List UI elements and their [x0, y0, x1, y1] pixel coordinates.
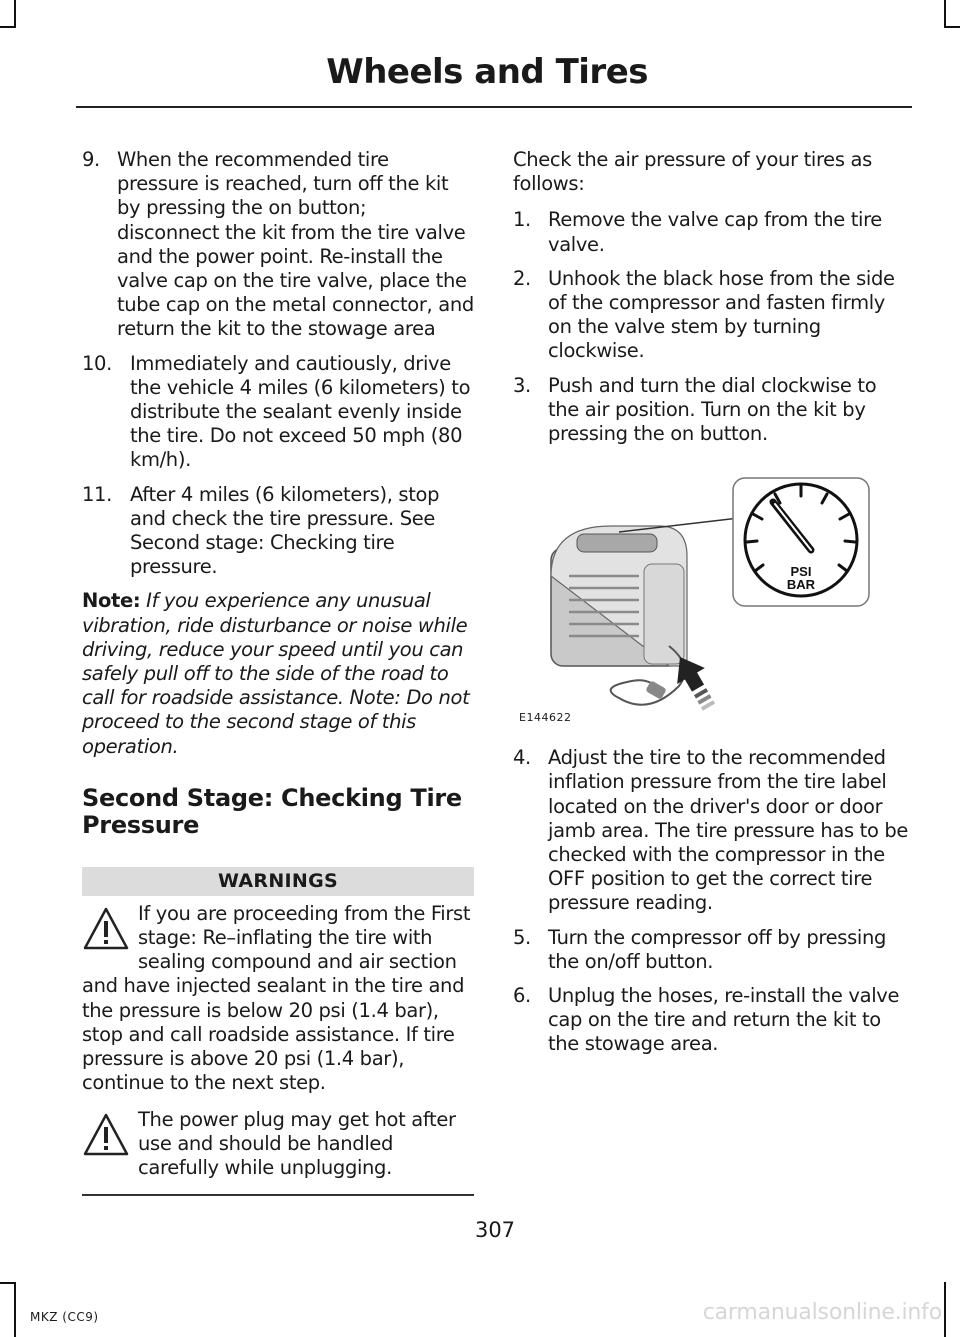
figure-id: E144622: [519, 711, 572, 725]
warning-paragraph: [82, 902, 474, 1096]
crop-mark: [944, 0, 946, 28]
crop-mark: [944, 26, 960, 28]
list-item: [513, 746, 909, 915]
list-item: [82, 352, 474, 473]
item-text: Push and turn the dial clockwise to the air position. Turn on the kit by pressing the on button.: [548, 373, 877, 446]
warnings-end-rule: [82, 1194, 474, 1196]
item-text: After 4 miles (6 kilometers), stop and check the tire pressure. See Second stage: Checking tire pressure.: [130, 482, 440, 579]
compressor-illustration: [519, 476, 875, 726]
item-text: Turn the compressor off by pressing the on/off button.: [548, 925, 886, 973]
list-item: [513, 984, 909, 1057]
left-column: [82, 148, 474, 1196]
gauge-label-psi: PSI: [790, 564, 812, 580]
warning-triangle-icon: [82, 1112, 130, 1158]
crop-mark: [0, 26, 16, 28]
page-number: 307: [474, 1218, 516, 1242]
list-item: [513, 267, 909, 364]
note: [82, 589, 474, 758]
section-heading: Second Stage: Checking Tire Pressure: [82, 783, 462, 839]
header-divider: [76, 106, 912, 108]
list-item: [513, 208, 909, 256]
item-number: 11.: [82, 482, 112, 506]
item-number: 6.: [513, 984, 531, 1008]
item-number: 9.: [82, 148, 100, 171]
watermark: carmanualsonline.info: [702, 1300, 942, 1325]
item-text: Unhook the black hose from the side of the compressor and fasten firmly on the valve stem by turning clockwise.: [548, 266, 895, 363]
item-number: 3.: [513, 373, 531, 397]
crop-mark: [0, 1282, 16, 1284]
item-number: 10.: [82, 351, 112, 375]
note-text: If you experience any unusual vibration, ride disturbance or noise while driving, reduce your speed until you can safely pull off to the side of the road to call for roadside assistance. Note: Do not proceed to the second stage of this operation.: [82, 589, 470, 758]
list-item: [513, 374, 909, 447]
compressor-gauge-illustration: [519, 476, 875, 726]
intro-paragraph: Check the air pressure of your tires as follows:: [513, 148, 872, 196]
item-number: 1.: [513, 208, 531, 232]
crop-mark: [14, 0, 16, 28]
gauge-label-bar: BAR: [786, 577, 816, 593]
warning-text: If you are proceeding from the First stage: Re–inflating the tire with sealing compound and air section and have injected sealant in the tire and the pressure is below 20 psi (1.4 bar), stop and call roadside assistance. If tire pressure is above 20 psi (1.4 bar), continue to the next step.: [82, 901, 471, 1095]
item-number: 5.: [513, 925, 531, 949]
right-column: [513, 148, 909, 1067]
item-text: Unplug the hoses, re-install the valve cap on the tire and return the kit to the stowage area.: [548, 984, 900, 1056]
item-text: When the recommended tire pressure is reached, turn off the kit by pressing the on button; disconnect the kit from the tire valve and the power point. Re-install the valve cap on the tire valve, place the tube cap on the metal connector, and return the kit to the stowage area: [117, 148, 474, 341]
item-text: Remove the valve cap from the tire valve.: [548, 208, 882, 256]
crop-mark: [14, 1282, 16, 1337]
item-text: Immediately and cautiously, drive the vehicle 4 miles (6 kilometers) to distribute the sealant evenly inside the tire. Do not exceed 50 mph (80 km/h).: [130, 351, 471, 472]
warnings-heading: WARNINGS: [82, 867, 474, 896]
list-item: [82, 483, 474, 580]
item-number: 2.: [513, 266, 531, 290]
footer-model: MKZ (CC9): [30, 1310, 99, 1324]
item-text: Adjust the tire to the recommended inflation pressure from the tire label located on the driver's door or door jamb area. The tire pressure has to be checked with the compressor in the OFF position to get the correct tire pressure reading.: [548, 746, 909, 915]
note-label: Note:: [82, 589, 141, 613]
page-title: Wheels and Tires: [326, 52, 648, 92]
item-number: 4.: [513, 746, 531, 770]
warning-text: The power plug may get hot after use and should be handled carefully while unplugging.: [138, 1107, 456, 1179]
warning-paragraph: [82, 1108, 474, 1181]
crop-mark: [944, 1282, 946, 1337]
list-item: [513, 926, 909, 974]
warning-triangle-icon: [82, 906, 130, 952]
list-item: [82, 148, 474, 342]
